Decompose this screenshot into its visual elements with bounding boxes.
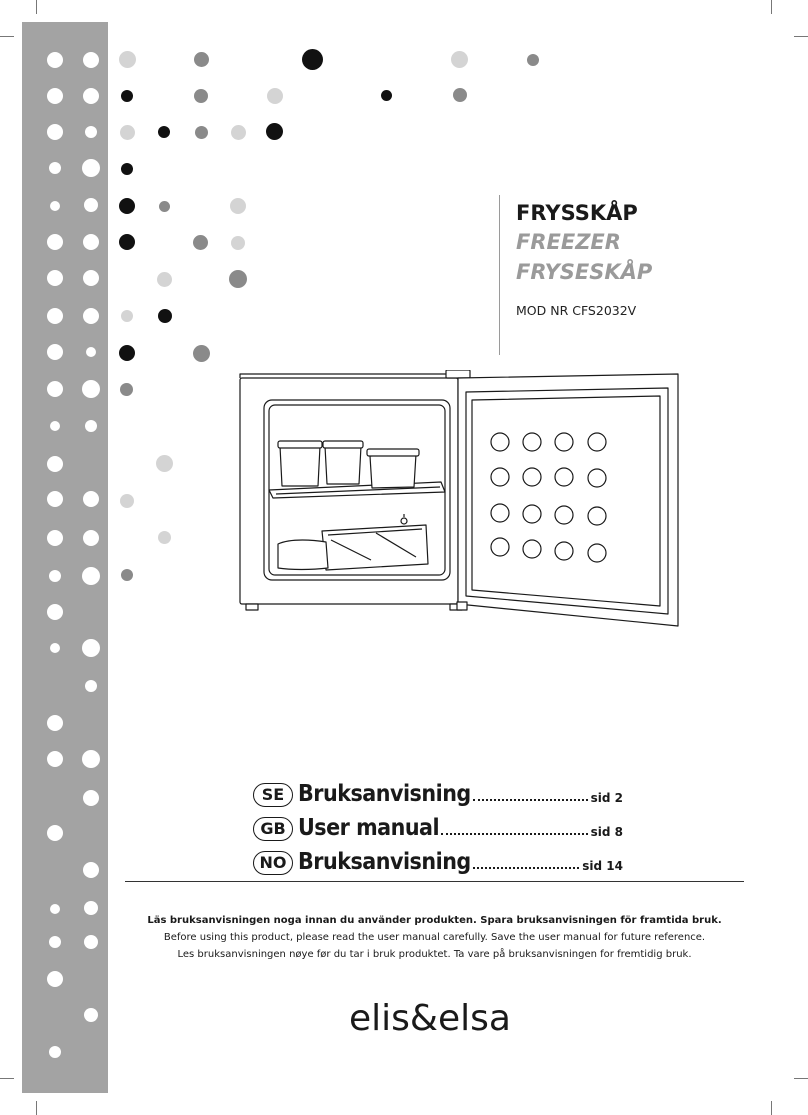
toc-row-no[interactable] <box>253 843 623 877</box>
crop-mark <box>794 1078 808 1079</box>
crop-mark <box>36 0 37 14</box>
toc-title: Bruksanvisning <box>298 849 471 875</box>
crop-mark <box>794 36 808 37</box>
crop-mark <box>36 1101 37 1115</box>
language-badge: SE <box>253 783 293 807</box>
language-badge: NO <box>253 851 293 875</box>
logo-text: elis&elsa <box>349 998 511 1039</box>
toc-leader <box>473 867 580 869</box>
decorative-strip <box>22 22 108 1093</box>
table-of-contents <box>253 775 623 877</box>
crop-mark <box>0 36 14 37</box>
toc-page: sid 8 <box>590 825 623 839</box>
crop-mark <box>0 1078 14 1079</box>
title-se: FRYSSKÅP <box>516 201 638 225</box>
language-badge: GB <box>253 817 293 841</box>
model-number: MOD NR CFS2032V <box>516 303 637 318</box>
product-titles <box>499 195 652 355</box>
toc-leader <box>441 833 588 835</box>
toc-row-gb[interactable] <box>253 809 623 843</box>
notice-se: Läs bruksanvisningen noga innan du använder produkten. Spara bruksanvisningen för framtida bruk. <box>147 915 722 926</box>
crop-mark <box>771 0 772 14</box>
toc-leader <box>473 799 588 801</box>
toc-page: sid 2 <box>590 791 623 805</box>
toc-row-se[interactable] <box>253 775 623 809</box>
toc-title: User manual <box>298 815 440 841</box>
title-en: FREEZER <box>516 230 621 254</box>
instructions-notice <box>125 912 744 963</box>
notice-no: Les bruksanvisningen nøye før du tar i bruk produktet. Ta vare på bruksanvisningen for fremtidig bruk. <box>177 949 692 960</box>
toc-title: Bruksanvisning <box>298 781 471 807</box>
toc-page: sid 14 <box>582 859 623 873</box>
title-no: FRYSESKÅP <box>516 260 653 284</box>
divider <box>125 881 744 882</box>
crop-mark <box>771 1101 772 1115</box>
freezer-illustration <box>236 370 686 632</box>
brand-logo <box>300 996 560 1040</box>
notice-en: Before using this product, please read the user manual carefully. Save the user manual for future reference. <box>163 932 706 943</box>
